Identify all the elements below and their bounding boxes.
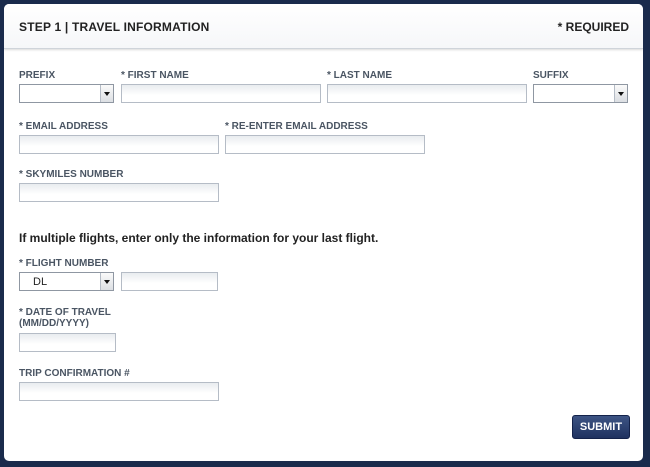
email-confirm-label: * RE-ENTER EMAIL ADDRESS <box>225 121 368 132</box>
skymiles-label: * SKYMILES NUMBER <box>19 169 124 180</box>
trip-confirmation-input[interactable] <box>19 382 219 401</box>
chevron-down-icon <box>614 85 627 102</box>
multi-flight-note: If multiple flights, enter only the information for your last flight. <box>19 231 379 245</box>
step-title: STEP 1 | TRAVEL INFORMATION <box>19 20 210 34</box>
chevron-down-icon <box>100 85 113 102</box>
skymiles-input[interactable] <box>19 183 219 202</box>
trip-confirmation-label: TRIP CONFIRMATION # <box>19 368 130 379</box>
chevron-down-icon <box>100 273 113 290</box>
prefix-label: PREFIX <box>19 70 56 81</box>
first-name-label: * FIRST NAME <box>121 70 189 81</box>
date-format-hint: (MM/DD/YYYY) <box>19 318 89 329</box>
suffix-select[interactable] <box>533 84 628 103</box>
carrier-select[interactable] <box>19 272 114 291</box>
form-header <box>4 4 643 49</box>
email-label: * EMAIL ADDRESS <box>19 121 108 132</box>
submit-button[interactable]: SUBMIT <box>572 415 630 439</box>
required-note: * REQUIRED <box>557 20 629 34</box>
last-name-input[interactable] <box>327 84 527 103</box>
last-name-label: * LAST NAME <box>327 70 392 81</box>
first-name-input[interactable] <box>121 84 321 103</box>
date-of-travel-input[interactable] <box>19 333 116 352</box>
email-confirm-input[interactable] <box>225 135 425 154</box>
travel-info-form <box>4 4 643 461</box>
suffix-label: SUFFIX <box>533 70 569 81</box>
flight-number-input[interactable] <box>121 272 218 291</box>
email-input[interactable] <box>19 135 219 154</box>
date-of-travel-label: * DATE OF TRAVEL <box>19 307 111 318</box>
flight-number-label: * FLIGHT NUMBER <box>19 258 109 269</box>
carrier-select-value: DL <box>33 276 48 288</box>
prefix-select[interactable] <box>19 84 114 103</box>
